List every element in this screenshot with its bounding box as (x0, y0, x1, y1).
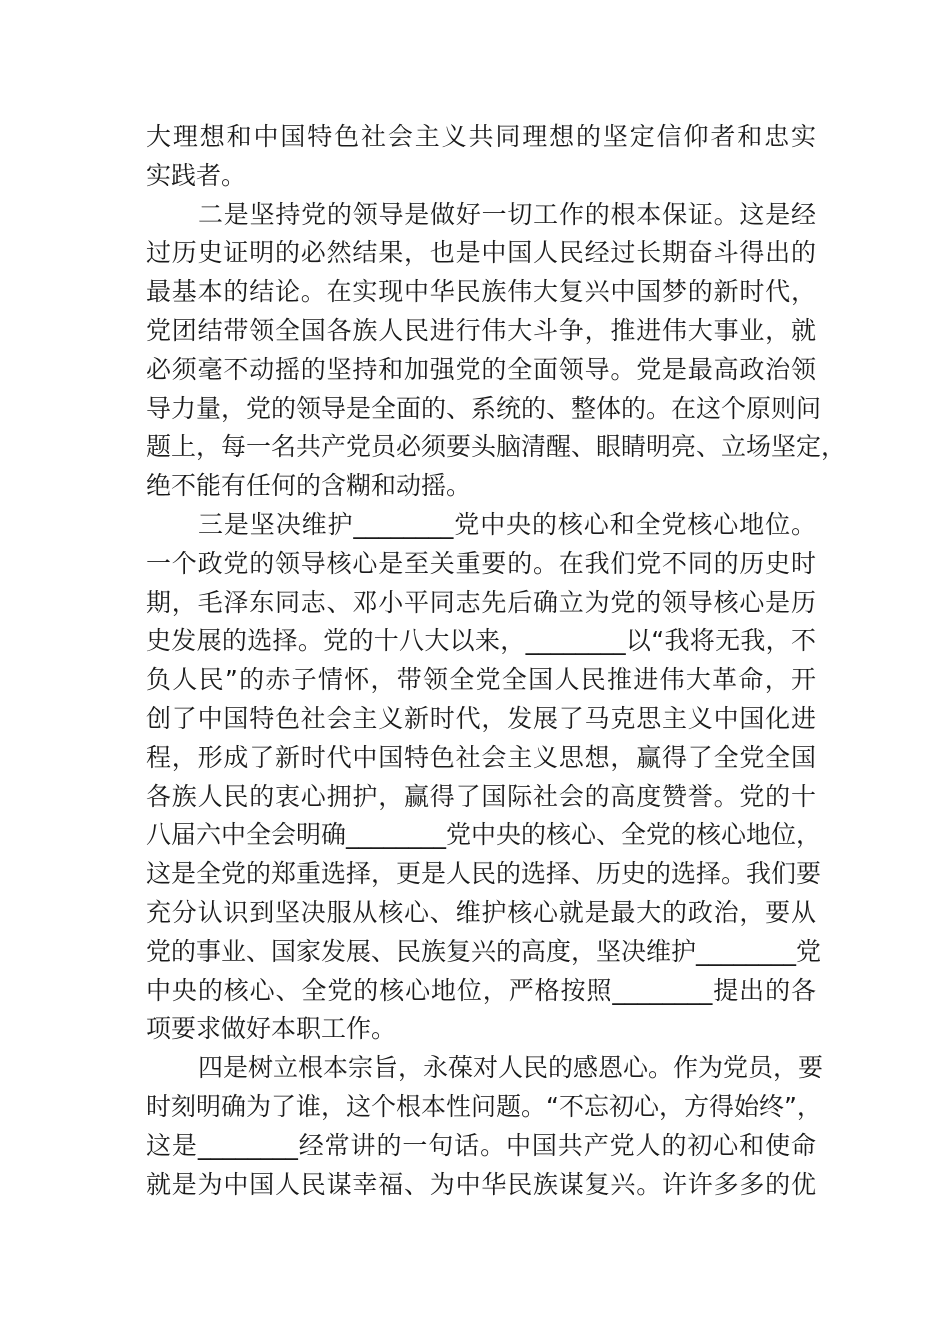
text-line: 党团结带领全国各族人民进行伟大斗争，推进伟大事业，就 (146, 315, 816, 345)
text-line: 八届六中全会明确________党中央的核心、全党的核心地位， (146, 820, 822, 850)
text-line: 这是全党的郑重选择，更是人民的选择、历史的选择。我们要 (146, 859, 822, 889)
text-line: 四是树立根本宗旨，永葆对人民的感恩心。作为党员，要 (198, 1053, 824, 1083)
text-line: 最基本的结论。在实现中华民族伟大复兴中国梦的新时代， (146, 277, 816, 307)
text-line: 一个政党的领导核心是至关重要的。在我们党不同的历史时 (146, 548, 816, 578)
text-line: 就是为中国人民谋幸福、为中华民族谋复兴。许许多多的优 (146, 1169, 816, 1199)
text-line: 充分认识到坚决服从核心、维护核心就是最大的政治，要从 (146, 897, 816, 927)
text-line: 各族人民的衷心拥护，赢得了国际社会的高度赞誉。党的十 (146, 781, 816, 811)
text-line: 大理想和中国特色社会主义共同理想的坚定信仰者和忠实 (146, 122, 816, 151)
text-line: 这是________经常讲的一句话。中国共产党人的初心和使命 (146, 1130, 816, 1160)
text-line: 题上，每一名共产党员必须要头脑清醒、眼睛明亮、立场坚定， (146, 432, 847, 462)
text-line: 期，毛泽东同志、邓小平同志先后确立为党的领导核心是历 (146, 587, 816, 617)
text-line: 过历史证明的必然结果，也是中国人民经过长期奋斗得出的 (146, 238, 816, 268)
text-line: 项要求做好本职工作。 (146, 1014, 397, 1044)
text-line: 必须毫不动摇的坚持和加强党的全面领导。党是最高政治领 (146, 354, 816, 384)
text-line: 中央的核心、全党的核心地位，严格按照________提出的各 (146, 975, 816, 1005)
text-line: 实践者。 (146, 160, 247, 190)
text-line: 绝不能有任何的含糊和动摇。 (146, 471, 472, 501)
text-line: 史发展的选择。党的十八大以来，________以“我将无我，不 (146, 626, 816, 656)
text-line: 时刻明确为了谁，这个根本性问题。“不忘初心，方得始终”， (146, 1091, 822, 1121)
text-line: 程，形成了新时代中国特色社会主义思想，赢得了全党全国 (146, 742, 816, 772)
text-line: 三是坚决维护________党中央的核心和全党核心地位。 (198, 509, 816, 539)
text-line: 创了中国特色社会主义新时代，发展了马克思主义中国化进 (146, 703, 816, 733)
text-line: 二是坚持党的领导是做好一切工作的根本保证。这是经 (198, 199, 816, 229)
text-line: 负人民”的赤子情怀，带领全党全国人民推进伟大革命，开 (146, 665, 816, 695)
document-body (146, 118, 847, 1204)
text-line: 导力量，党的领导是全面的、系统的、整体的。在这个原则问 (146, 393, 822, 423)
text-line: 党的事业、国家发展、民族复兴的高度，坚决维护________党 (146, 936, 822, 966)
